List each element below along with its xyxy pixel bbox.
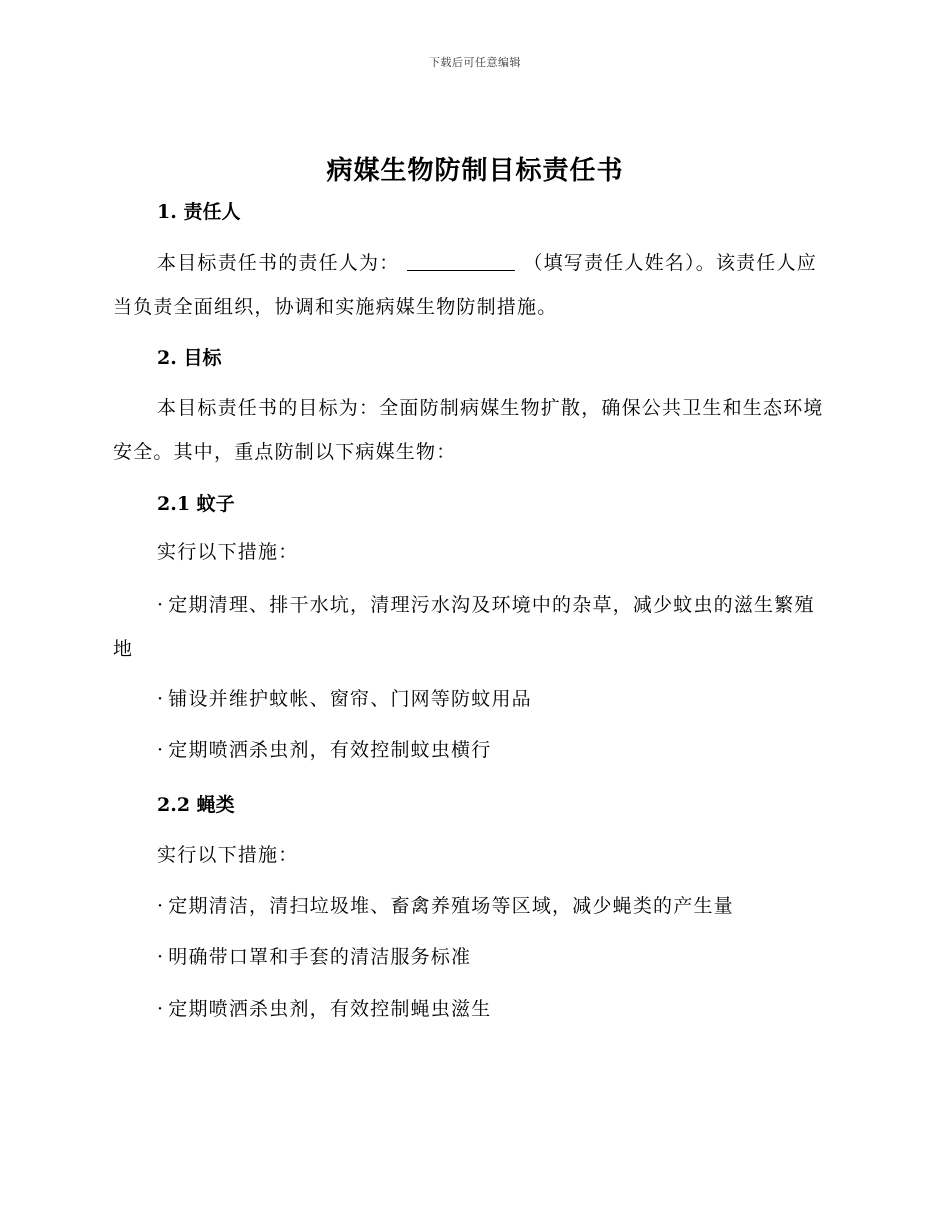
bullet-mark: · bbox=[157, 594, 165, 616]
list-item-text: 定期喷洒杀虫剂，有效控制蝇虫滋生 bbox=[168, 998, 492, 1020]
bullet-mark: · bbox=[157, 739, 165, 761]
section-1-paragraph bbox=[113, 241, 833, 329]
section-2-1-intro: 实行以下措施： bbox=[157, 541, 299, 563]
list-item-text: 定期清洁，清扫垃圾堆、畜禽养殖场等区域，减少蝇类的产生量 bbox=[168, 895, 734, 917]
list-item-text: 定期喷洒杀虫剂，有效控制蚊虫横行 bbox=[168, 739, 492, 761]
section-2-paragraph: 本目标责任书的目标为：全面防制病媒生物扩散，确保公共卫生和生态环境安全。其中，重点防制以下病媒生物： bbox=[113, 397, 824, 463]
section-2-heading: 2. 目标 bbox=[157, 347, 222, 369]
section-1-text-before: 本目标责任书的责任人为： bbox=[157, 252, 400, 274]
list-item bbox=[157, 884, 837, 928]
section-2-1-heading: 2.1 蚊子 bbox=[157, 493, 235, 515]
document-title: 病媒生物防制目标责任书 bbox=[326, 156, 624, 186]
list-item bbox=[157, 987, 837, 1031]
list-item bbox=[157, 728, 837, 772]
responsible-person-blank bbox=[407, 250, 515, 271]
bullet-mark: · bbox=[157, 998, 165, 1020]
header-note: 下载后可任意编辑 bbox=[429, 56, 521, 69]
list-item bbox=[113, 583, 833, 671]
list-item-text: 铺设并维护蚊帐、窗帘、门网等防蚊用品 bbox=[168, 688, 532, 710]
section-2-2-intro: 实行以下措施： bbox=[157, 844, 299, 866]
list-item-text: 定期清理、排干水坑，清理污水沟及环境中的杂草，减少蚊虫的滋生繁殖地 bbox=[113, 594, 815, 660]
list-item bbox=[157, 935, 837, 979]
bullet-mark: · bbox=[157, 946, 165, 968]
bullet-mark: · bbox=[157, 895, 165, 917]
list-item bbox=[157, 677, 837, 721]
section-1-heading: 1. 责任人 bbox=[157, 201, 241, 223]
section-2-2-heading: 2.2 蝇类 bbox=[157, 794, 235, 816]
section-1-text-after: （填写责任人姓名）。该责任人应当负责全面组织，协调和实施病媒生物防制措施。 bbox=[113, 252, 817, 318]
list-item-text: 明确带口罩和手套的清洁服务标准 bbox=[168, 946, 472, 968]
bullet-mark: · bbox=[157, 688, 165, 710]
